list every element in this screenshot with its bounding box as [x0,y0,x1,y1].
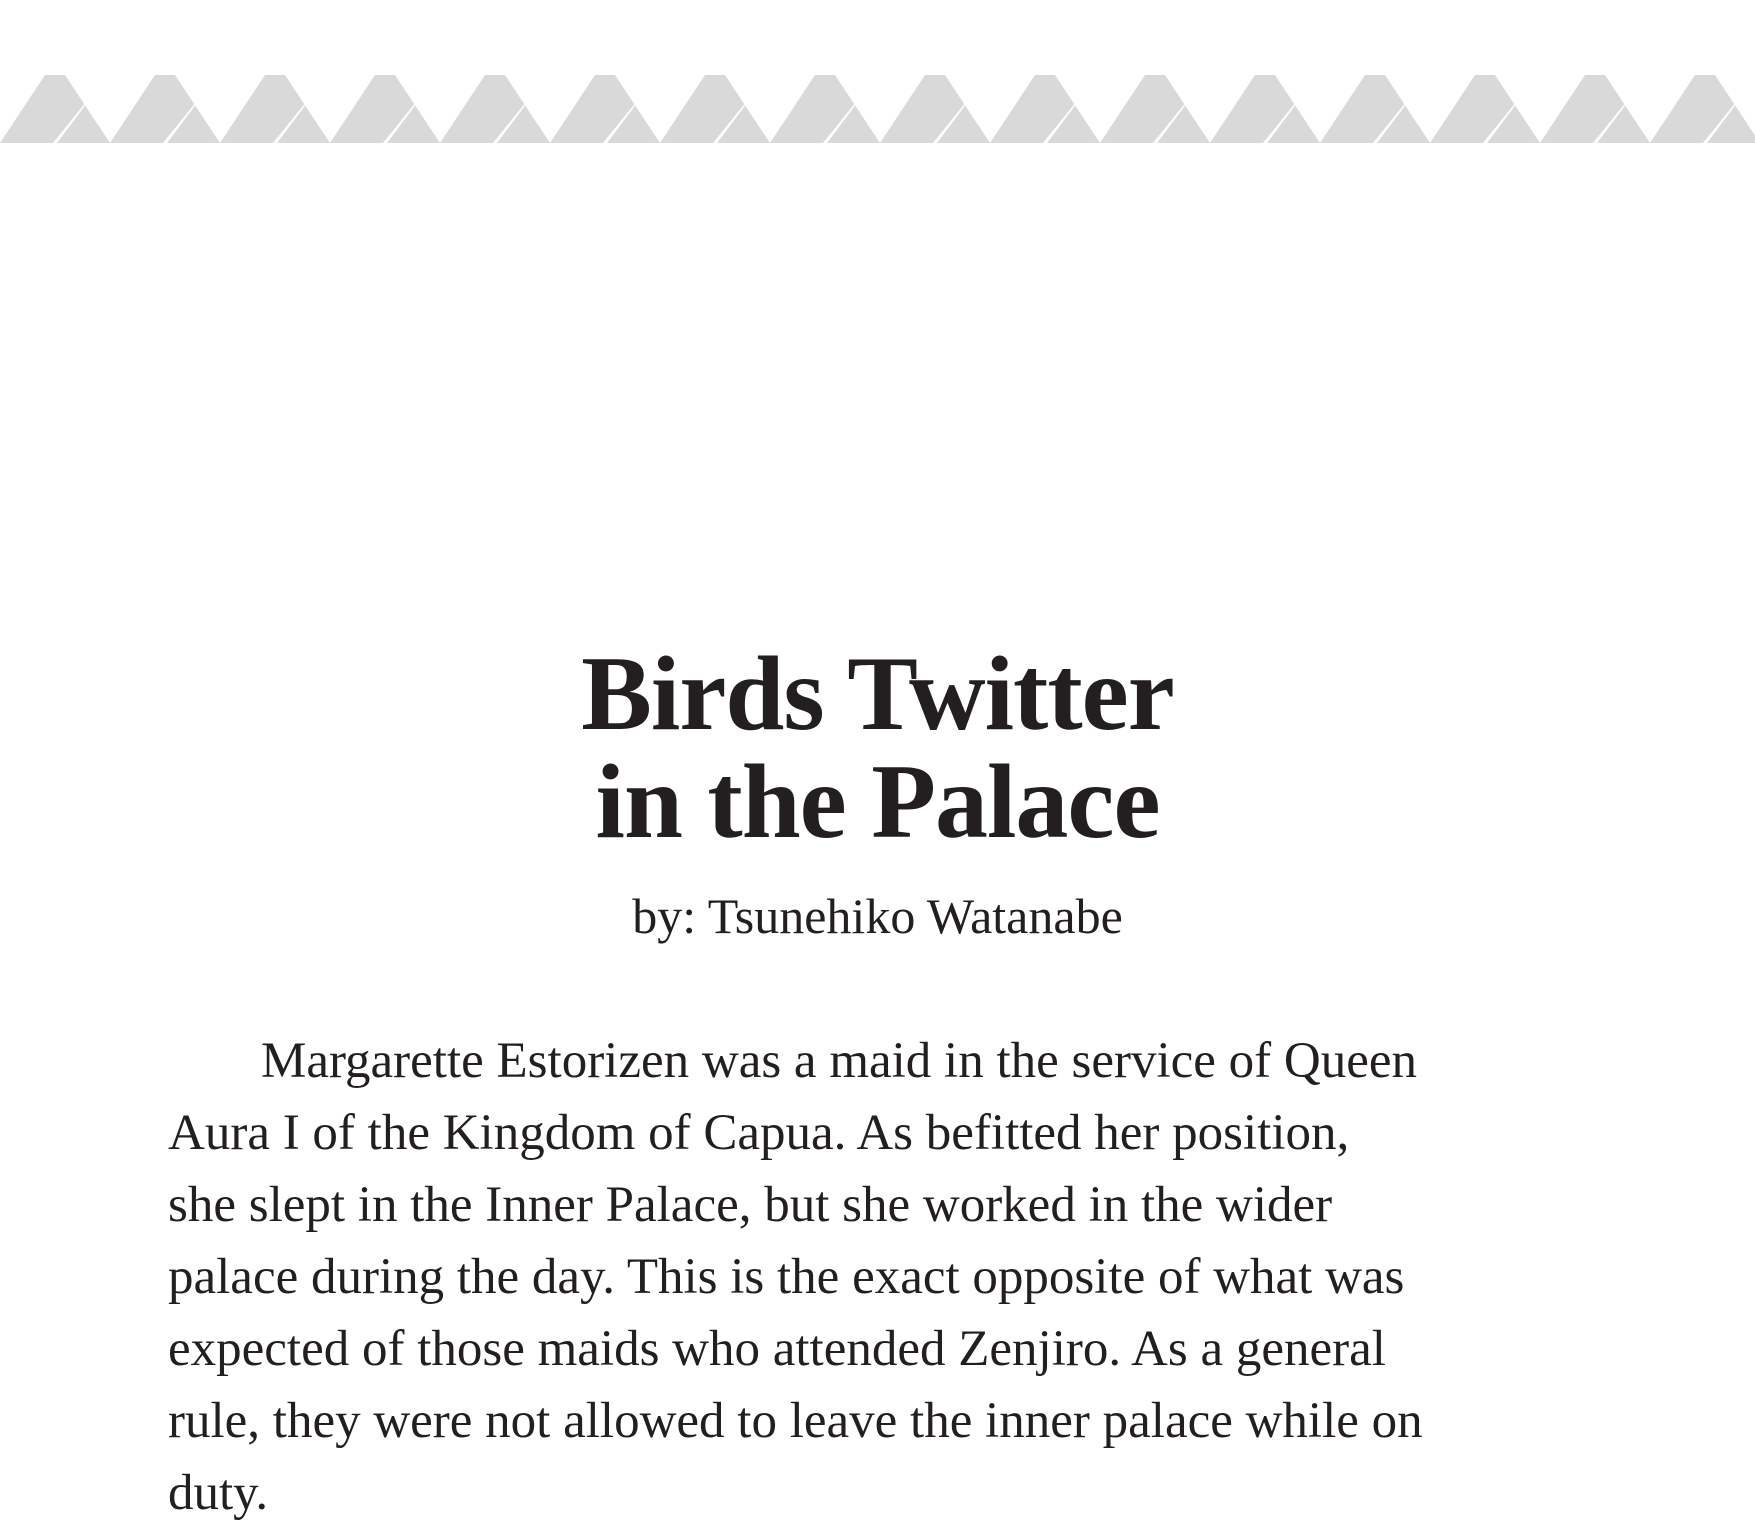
decorative-triangle-border [0,75,1755,143]
body-line: Margarette Estorizen was a maid in the service of Queen [261,1033,1418,1089]
body-line: palace during the day. This is the exact opposite of what was [168,1249,1405,1305]
body-line: duty. [168,1465,269,1521]
body-line: she slept in the Inner Palace, but she worked in the wider [168,1177,1333,1233]
chapter-title-line-1: Birds Twitter [581,635,1174,752]
chapter-title-line-2: in the Palace [595,743,1160,860]
body-line: expected of those maids who attended Zenjiro. As a general [168,1321,1386,1377]
body-line: Aura I of the Kingdom of Capua. As befitted her position, [168,1105,1350,1161]
body-paragraph [168,1025,1628,1529]
author-byline: by: Tsunehiko Watanabe [632,888,1123,944]
chapter-title [0,635,1755,860]
body-line: rule, they were not allowed to leave the inner palace while on [168,1393,1423,1449]
